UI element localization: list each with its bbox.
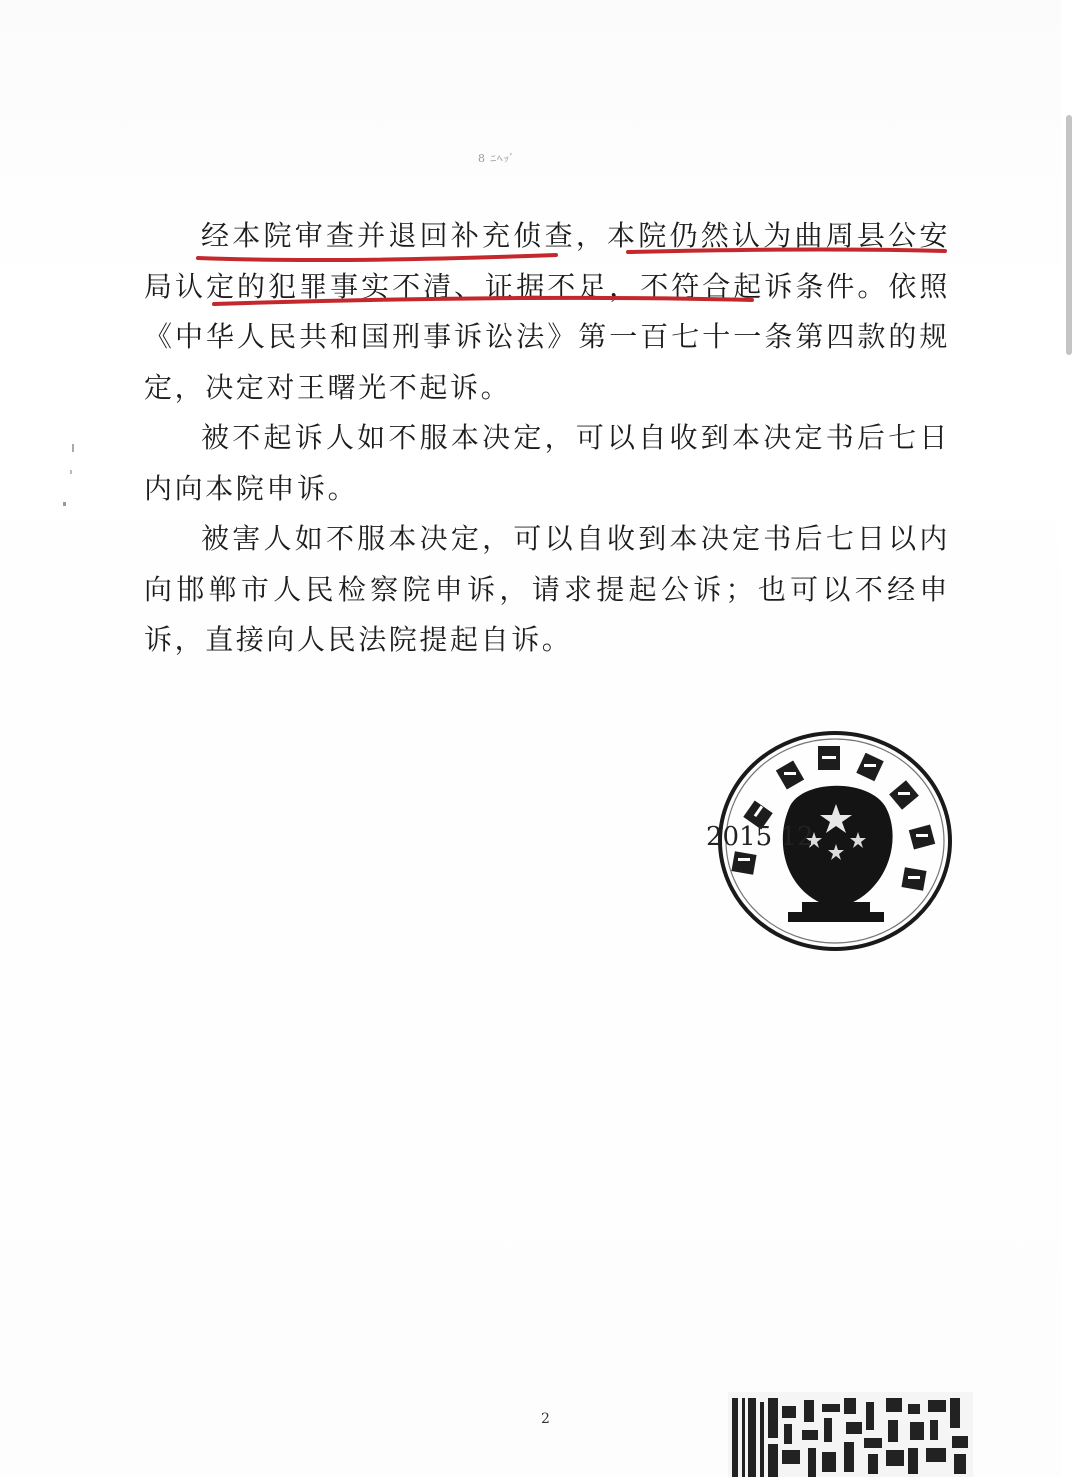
paragraph-victim-appeal: 被害人如不服本决定，可以自收到本决定书后七日以内向邯郸市人民检察院申诉，请求提起公诉；也可以不经申诉，直接向人民法院提起自诉。 (144, 522, 950, 656)
scrollbar[interactable] (1061, 0, 1079, 1477)
scan-specks (60, 440, 80, 520)
paragraph-accused-appeal: 被不起诉人如不服本决定，可以自收到本决定书后七日内向本院申诉。 (144, 421, 950, 505)
seal-date: 2015 12 (706, 822, 814, 852)
document-body (144, 211, 950, 666)
page-number: 2 (541, 1411, 550, 1427)
barcode-stamp (728, 1392, 973, 1477)
paragraph-decision: 经本院审查并退回补充侦查，本院仍然认为曲周县公安局认定的犯罪事实不清、证据不足，不符合起诉条件。依照《中华人民共和国刑事诉讼法》第一百七十一条第四款的规定，决定对王曙光不起诉。 (144, 219, 950, 404)
scrollbar-thumb[interactable] (1066, 115, 1072, 355)
header-mark: 8 ﾆﾍｯﾞ (478, 152, 516, 165)
